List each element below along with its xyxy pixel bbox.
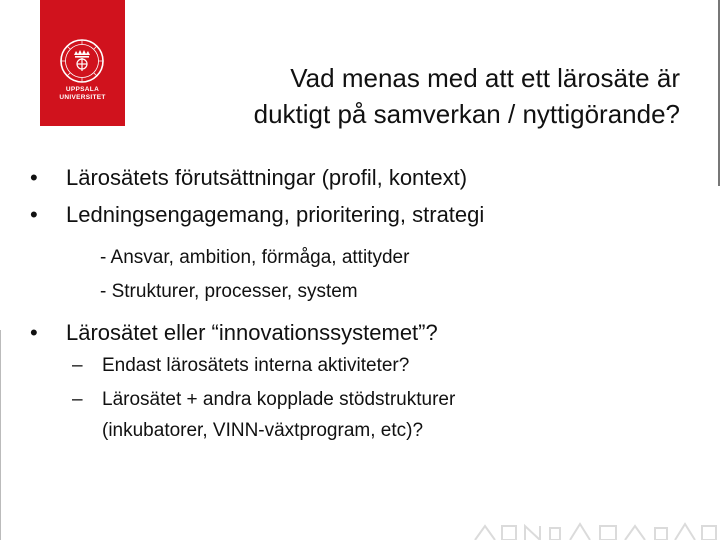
bullet-item xyxy=(30,320,438,346)
dash-symbol: – xyxy=(72,389,83,410)
sub-item-continuation: (inkubatorer, VINN-växtprogram, etc)? xyxy=(102,420,424,441)
bullet-symbol: • xyxy=(30,202,38,227)
logo-line-1: UPPSALA xyxy=(65,86,100,93)
title-line-1: Vad menas med att ett lärosäte är xyxy=(290,63,680,93)
sub-item-text: Endast lärosätets interna aktiviteter? xyxy=(102,355,410,376)
slide-title xyxy=(140,60,680,132)
bullet-item xyxy=(30,165,467,191)
bullet-text: Lärosätet eller “innovationssystemet”? xyxy=(66,320,438,345)
bullet-symbol: • xyxy=(30,320,38,345)
decorative-watermark xyxy=(470,520,720,540)
title-line-2: duktigt på samverkan / nyttigörande? xyxy=(253,99,680,129)
sub-item xyxy=(72,355,409,377)
logo-text xyxy=(40,86,125,102)
dash-symbol: – xyxy=(72,355,83,376)
sub-item xyxy=(72,389,455,411)
university-logo xyxy=(40,0,125,126)
sub-item: - Ansvar, ambition, förmåga, attityder xyxy=(100,247,410,268)
university-seal-icon xyxy=(59,38,105,84)
sub-item-text: Lärosätet + andra kopplade stödstrukturer xyxy=(102,389,456,410)
left-border-line xyxy=(0,330,1,540)
bullet-text: Lärosätets förutsättningar (profil, kontext) xyxy=(66,165,468,190)
bullet-symbol: • xyxy=(30,165,38,190)
sub-item: - Strukturer, processer, system xyxy=(100,281,358,302)
bullet-item xyxy=(30,202,484,228)
logo-line-2: UNIVERSITET xyxy=(59,94,106,101)
bullet-text: Ledningsengagemang, prioritering, strategi xyxy=(66,202,485,227)
